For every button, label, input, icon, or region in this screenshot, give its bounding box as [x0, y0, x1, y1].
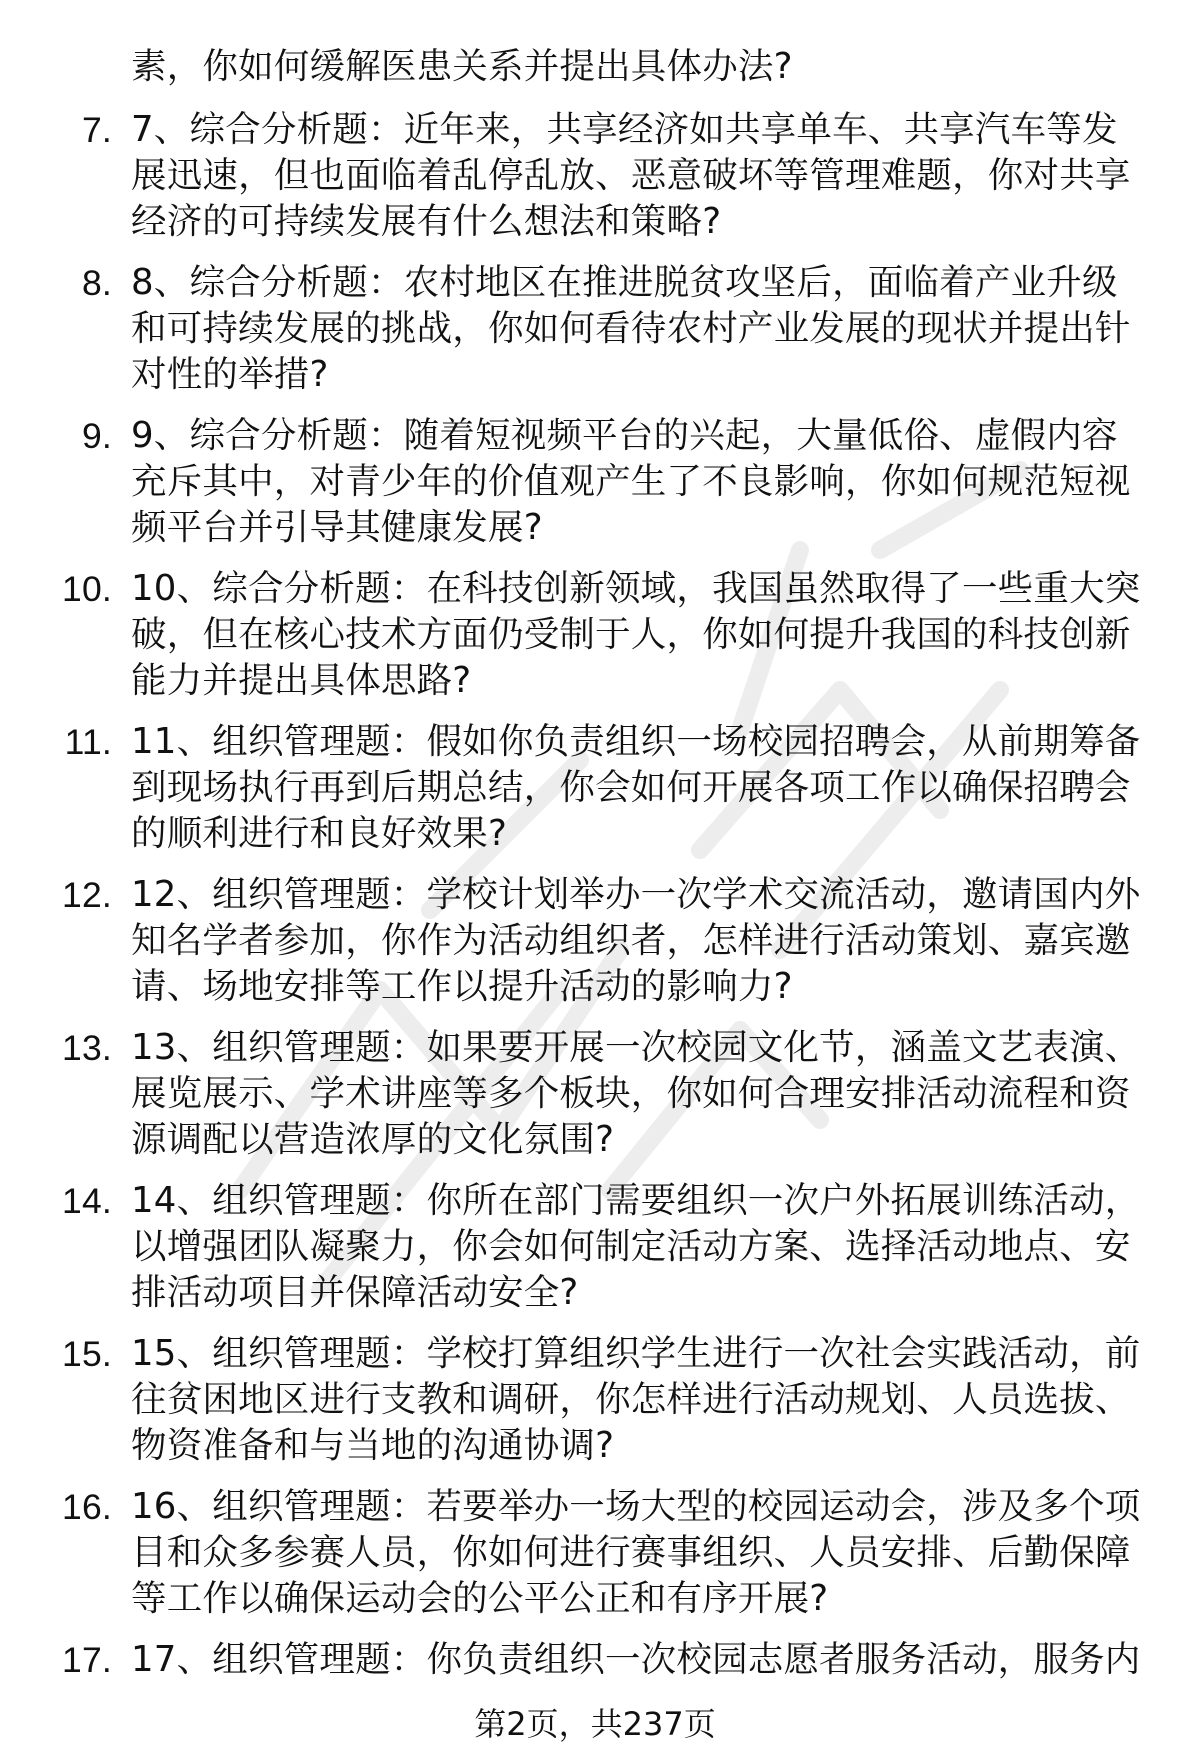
- list-item: [0, 1331, 1190, 1469]
- list-item-number: 7.: [81, 110, 112, 150]
- list-item-text: 14、组织管理题：你所在部门需要组织一次户外拓展训练活动，以增强团队凝聚力，你会如何制定活动方案、选择活动地点、安排活动项目并保障活动安全?: [131, 1180, 1141, 1313]
- list-item-number: 8.: [81, 263, 112, 303]
- list-item-number: 14.: [62, 1181, 112, 1221]
- list-item-text: 9、综合分析题：随着短视频平台的兴起，大量低俗、虚假内容充斥其中，对青少年的价值观产生了不良影响，你如何规范短视频平台并引导其健康发展?: [131, 415, 1131, 548]
- list-item: [0, 413, 1190, 551]
- list-item-text: 7、综合分析题：近年来，共享经济如共享单车、共享汽车等发展迅速，但也面临着乱停乱放、恶意破坏等管理难题，你对共享经济的可持续发展有什么想法和策略?: [131, 109, 1131, 242]
- page-number-label: 第2页，共237页: [474, 1705, 716, 1743]
- list-item-number: 11.: [64, 722, 112, 762]
- list-item: [0, 260, 1190, 398]
- list-item-number: 17.: [62, 1640, 112, 1680]
- list-item: [0, 1178, 1190, 1316]
- list-item: [0, 1637, 1190, 1683]
- list-item-text: 13、组织管理题：如果要开展一次校园文化节，涵盖文艺表演、展览展示、学术讲座等多个板块，你如何合理安排活动流程和资源调配以营造浓厚的文化氛围?: [131, 1027, 1141, 1160]
- list-item: [0, 719, 1190, 857]
- list-item-text: 12、组织管理题：学校计划举办一次学术交流活动，邀请国内外知名学者参加，你作为活动组织者，怎样进行活动策划、嘉宾邀请、场地安排等工作以提升活动的影响力?: [131, 874, 1141, 1007]
- list-item: [0, 872, 1190, 1010]
- list-item-number: 12.: [62, 875, 112, 915]
- list-item-continuation: [0, 44, 1190, 90]
- list-item-text: 16、组织管理题：若要举办一场大型的校园运动会，涉及多个项目和众多参赛人员，你如何进行赛事组织、人员安排、后勤保障等工作以确保运动会的公平公正和有序开展?: [131, 1486, 1141, 1619]
- page-footer: [0, 1704, 1190, 1744]
- list-item-text: 11、组织管理题：假如你负责组织一场校园招聘会，从前期筹备到现场执行再到后期总结，你会如何开展各项工作以确保招聘会的顺利进行和良好效果?: [131, 721, 1141, 854]
- question-list: [0, 44, 1190, 1698]
- list-item-number: 16.: [62, 1487, 112, 1527]
- list-item-text: 17、组织管理题：你负责组织一次校园志愿者服务活动，服务内: [131, 1639, 1141, 1680]
- list-item: [0, 566, 1190, 704]
- list-item: [0, 107, 1190, 245]
- list-item: [0, 1484, 1190, 1622]
- list-item-text: 素，你如何缓解医患关系并提出具体办法?: [131, 46, 793, 87]
- list-item-text: 10、综合分析题：在科技创新领域，我国虽然取得了一些重大突破，但在核心技术方面仍受制于人，你如何提升我国的科技创新能力并提出具体思路?: [131, 568, 1141, 701]
- list-item-text: 15、组织管理题：学校打算组织学生进行一次社会实践活动，前往贫困地区进行支教和调研，你怎样进行活动规划、人员选拔、物资准备和与当地的沟通协调?: [131, 1333, 1141, 1466]
- list-item: [0, 1025, 1190, 1163]
- list-item-number: 10.: [62, 569, 112, 609]
- list-item-number: 15.: [62, 1334, 112, 1374]
- list-item-number: 9.: [81, 416, 112, 456]
- list-item-text: 8、综合分析题：农村地区在推进脱贫攻坚后，面临着产业升级和可持续发展的挑战，你如何看待农村产业发展的现状并提出针对性的举措?: [131, 262, 1131, 395]
- list-item-number: 13.: [62, 1028, 112, 1068]
